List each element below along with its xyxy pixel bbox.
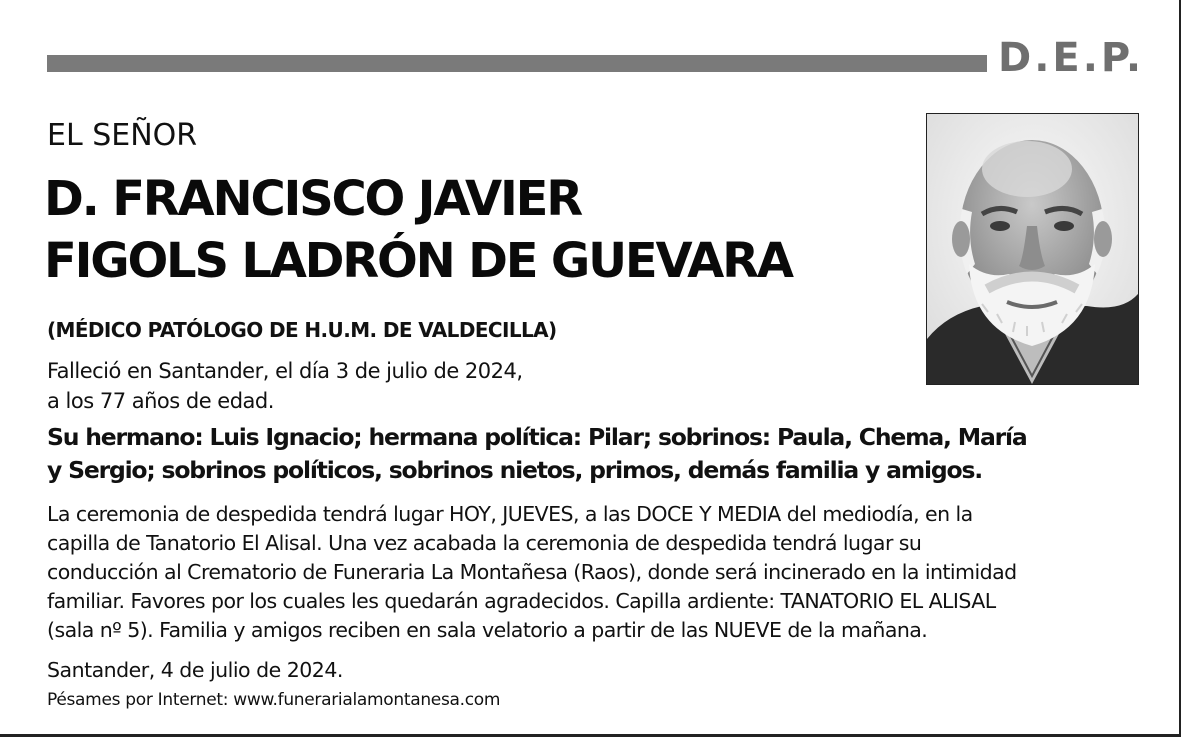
ceremony-line: capilla de Tanatorio El Alisal. Una vez acabada la ceremonia de despedida tendrá lugar su <box>47 531 922 555</box>
portrait-photo <box>926 113 1139 385</box>
ceremony-line: conducción al Crematorio de Funeraria La Montañesa (Raos), donde será incinerado en la intimidad <box>47 560 1017 584</box>
ceremony-line: familiar. Favores por los cuales les quedarán agradecidos. Capilla ardiente: TANATORIO EL ALISAL <box>47 589 996 613</box>
name-line-2: FIGOLS LADRÓN DE GUEVARA <box>44 233 792 289</box>
deceased-name <box>44 168 792 292</box>
ceremony-details <box>47 500 1017 645</box>
profession: (MÉDICO PATÓLOGO DE H.U.M. DE VALDECILLA) <box>47 318 557 342</box>
dep-label: D.E.P. <box>998 35 1145 81</box>
ceremony-line: La ceremonia de despedida tendrá lugar HOY, JUEVES, a las DOCE Y MEDIA del mediodía, en la <box>47 502 973 526</box>
name-line-1: D. FRANCISCO JAVIER <box>44 171 581 227</box>
honorific-prefix: EL SEÑOR <box>47 118 198 153</box>
portrait-image <box>927 114 1138 384</box>
family-line-2: y Sergio; sobrinos políticos, sobrinos nietos, primos, demás familia y amigos. <box>47 456 982 484</box>
death-line-1: Falleció en Santander, el día 3 de julio de 2024, <box>47 359 523 383</box>
death-details <box>47 356 523 416</box>
death-line-2: a los 77 años de edad. <box>47 389 274 413</box>
family-list <box>47 421 1147 487</box>
family-line-1: Su hermano: Luis Ignacio; hermana política: Pilar; sobrinos: Paula, Chema, María <box>47 423 1027 451</box>
condolences-line: Pésames por Internet: www.funerarialamontanesa.com <box>47 690 501 710</box>
ceremony-line: (sala nº 5). Familia y amigos reciben en sala velatorio a partir de las NUEVE de la mañana. <box>47 618 928 642</box>
place-date: Santander, 4 de julio de 2024. <box>47 658 343 682</box>
header-bar <box>47 55 987 72</box>
